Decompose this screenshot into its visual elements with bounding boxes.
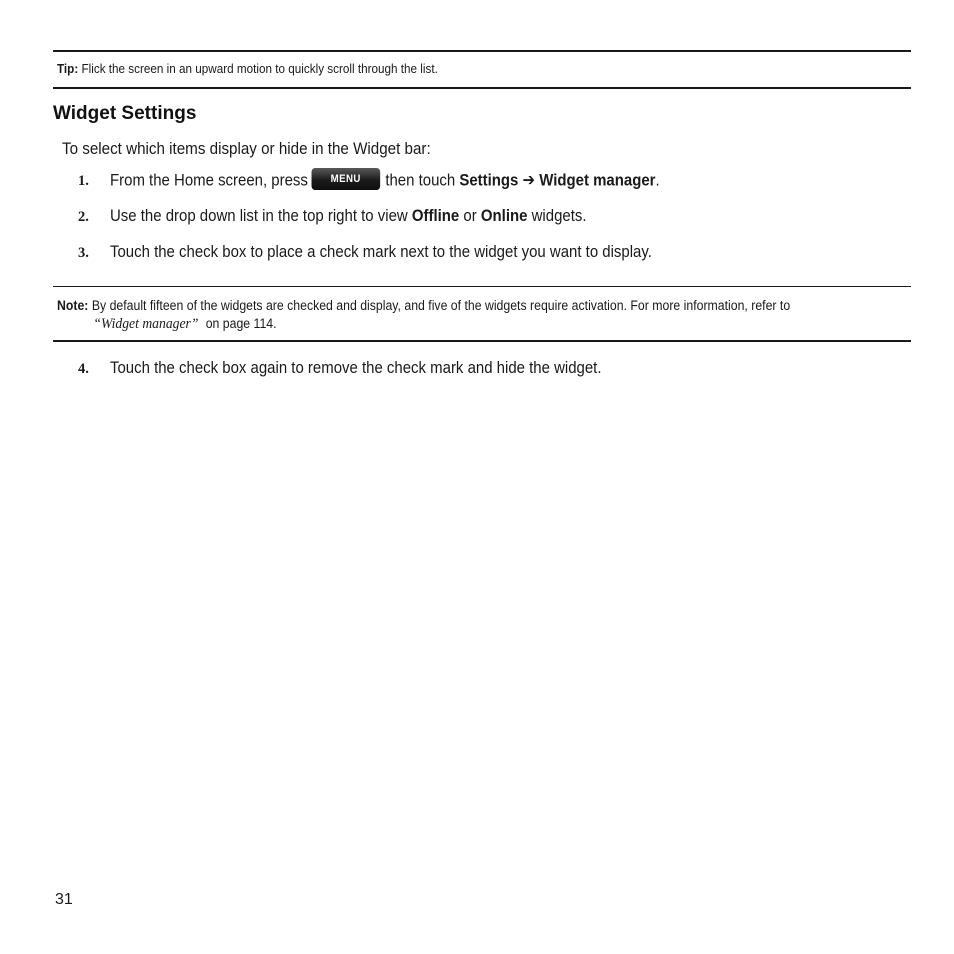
step-text-mid: or [463, 206, 477, 225]
note-top-rule [53, 286, 911, 287]
offline-label: Offline [411, 206, 460, 225]
tip-box [57, 61, 438, 76]
menu-key-icon: MENU [311, 168, 380, 190]
step-number: 3. [78, 245, 89, 261]
step-text-pre: From the Home screen, press [110, 170, 308, 190]
note-link[interactable]: “Widget manager” [93, 316, 199, 332]
note-bottom-rule [53, 340, 911, 342]
step-1 [0, 170, 954, 194]
tip-bottom-rule [53, 87, 911, 89]
note-line-2 [57, 315, 849, 333]
step-text-mid: then touch [385, 170, 456, 190]
tip-label: Tip: [57, 61, 79, 76]
widget-manager-label: Widget manager [539, 170, 656, 190]
page-number: 31 [55, 891, 73, 908]
online-label: Online [480, 206, 528, 225]
note-box [57, 297, 849, 333]
step-text: Touch the check box again to remove the check mark and hide the widget. [110, 358, 602, 377]
step-text-pre: Use the drop down list in the top right to view [110, 206, 408, 225]
step-number: 4. [78, 361, 89, 377]
step-text [110, 170, 660, 192]
note-post: on page 114. [205, 316, 277, 331]
step-number: 2. [78, 209, 89, 225]
step-3 [0, 242, 954, 266]
tip-top-rule [53, 50, 911, 52]
tip-text: Flick the screen in an upward motion to quickly scroll through the list. [81, 61, 438, 76]
step-text [110, 206, 587, 226]
note-line-1 [57, 297, 849, 315]
step-text-post: . [655, 170, 660, 190]
settings-label: Settings [459, 170, 519, 190]
step-2 [0, 206, 954, 230]
arrow-right-icon: ➔ [522, 170, 536, 190]
step-text: Touch the check box to place a check mark next to the widget you want to display. [110, 242, 652, 261]
note-label: Note: [57, 298, 89, 313]
step-4 [0, 358, 954, 382]
note-text: By default fifteen of the widgets are checked and display, and five of the widgets require activation. For more information, refer to [91, 298, 791, 313]
section-intro: To select which items display or hide in the Widget bar: [62, 140, 431, 158]
step-text-post: widgets. [531, 206, 587, 225]
step-number: 1. [78, 173, 89, 189]
section-title: Widget Settings [53, 103, 197, 124]
